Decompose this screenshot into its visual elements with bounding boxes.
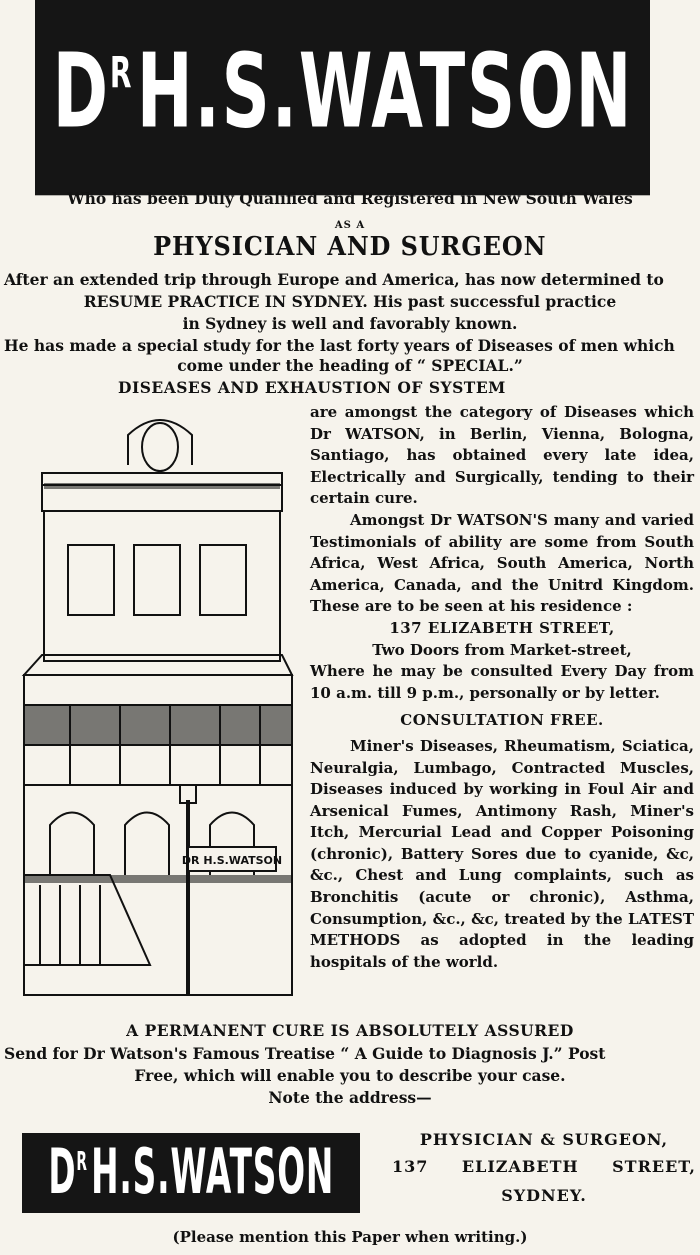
banner-sup: R: [109, 46, 133, 98]
consultation-free: CONSULTATION FREE.: [400, 711, 604, 730]
bottom-address-line1: PHYSICIAN & SURGEON,: [419, 1130, 669, 1149]
treatise-line2: Free, which will enable you to describe your case.: [134, 1066, 566, 1085]
building-illustration: [10, 405, 302, 1007]
address-street: ELIZABETH: [461, 1157, 579, 1176]
address-number: 137: [392, 1157, 429, 1176]
shop-sign-text: DR H.S.WATSON: [181, 854, 283, 867]
intro-line: Who has been Duly Qualified and Registered in New South Wales: [67, 189, 633, 208]
window-middle: [134, 545, 180, 615]
banner-prefix: D: [52, 29, 110, 151]
parapet: [42, 473, 282, 511]
arch-left: [50, 813, 94, 876]
staircase: [24, 875, 150, 965]
address-suffix: STREET,: [612, 1157, 696, 1176]
subheading: DISEASES AND EXHAUSTION OF SYSTEM: [118, 378, 506, 397]
upper-storey: [44, 511, 280, 661]
para2-line2: come under the heading of “ SPECIAL.”: [177, 356, 523, 375]
note-line: Note the address—: [268, 1088, 432, 1107]
bottom-address-line2: [392, 1157, 696, 1176]
column-doors: Two Doors from Market-street,: [372, 640, 632, 659]
bottom-banner-prefix: D: [48, 1137, 77, 1209]
page-title: PHYSICIAN AND SURGEON: [153, 232, 547, 262]
bottom-banner-sup: R: [76, 1144, 88, 1176]
treatise-line1: Send for Dr Watson's Famous Treatise “ A Guide to Diagnosis J.” Post: [4, 1044, 606, 1063]
banner-name: H.S.WATSON: [136, 29, 633, 151]
bottom-banner-name: H.S.WATSON: [90, 1137, 334, 1209]
verandah-roof: [24, 655, 292, 675]
as-a-label: AS A: [334, 220, 366, 231]
column-address: 137 ELIZABETH STREET,: [389, 618, 615, 637]
para1-line3: in Sydney is well and favorably known.: [182, 314, 518, 333]
arch-middle: [125, 813, 169, 876]
window-right: [200, 545, 246, 615]
para2-line1: He has made a special study for the last forty years of Diseases of men which: [4, 336, 675, 355]
cure-line: A PERMANENT CURE IS ABSOLUTELY ASSURED: [126, 1021, 574, 1040]
bottom-address-line3: SYDNEY.: [501, 1186, 587, 1205]
top-banner: [35, 0, 650, 195]
column-para4: Miner's Diseases, Rheumatism, Sciatica, Neuralgia, Lumbago, Contracted Muscles, Diseases induced by working in Foul Air and Arsenical Fumes, Antimony Rash, Miner's Itch, Mercurial Lead and Copper Poisoning (chronic), Battery Sores due to cyanide, &c, &c., Chest and Lung complaints, such as Bronchitis (acute or chronic), Asthma, Consumption, &c., &c, treated by the LATEST METHODS as adopted in the leading hospitals of the world.: [310, 736, 694, 971]
footer-note: (Please mention this Paper when writing.): [172, 1228, 528, 1246]
right-column: [310, 402, 694, 973]
window-left: [68, 545, 114, 615]
bottom-banner: [22, 1133, 360, 1213]
column-para3: Where he may be consulted Every Day from 10 a.m. till 9 p.m., personally or by letter.: [310, 662, 694, 702]
column-para2: Amongst Dr WATSON'S many and varied Testimonials of ability are some from South Africa, West Africa, South America, North America, Canada, and the Unitrd Kingdom. These are to be seen at his residence :: [310, 510, 694, 616]
para1-line1: After an extended trip through Europe and America, has now determined to: [4, 270, 664, 289]
pediment-oval: [142, 423, 178, 471]
para1-line2: RESUME PRACTICE IN SYDNEY. His past successful practice: [83, 292, 617, 311]
pediment-arch: [128, 420, 192, 465]
column-para1: are amongst the category of Diseases which Dr WATSON, in Berlin, Vienna, Bologna, Santiago, has obtained every late idea, Electrically and Surgically, tending to their certain cure.: [310, 403, 694, 508]
